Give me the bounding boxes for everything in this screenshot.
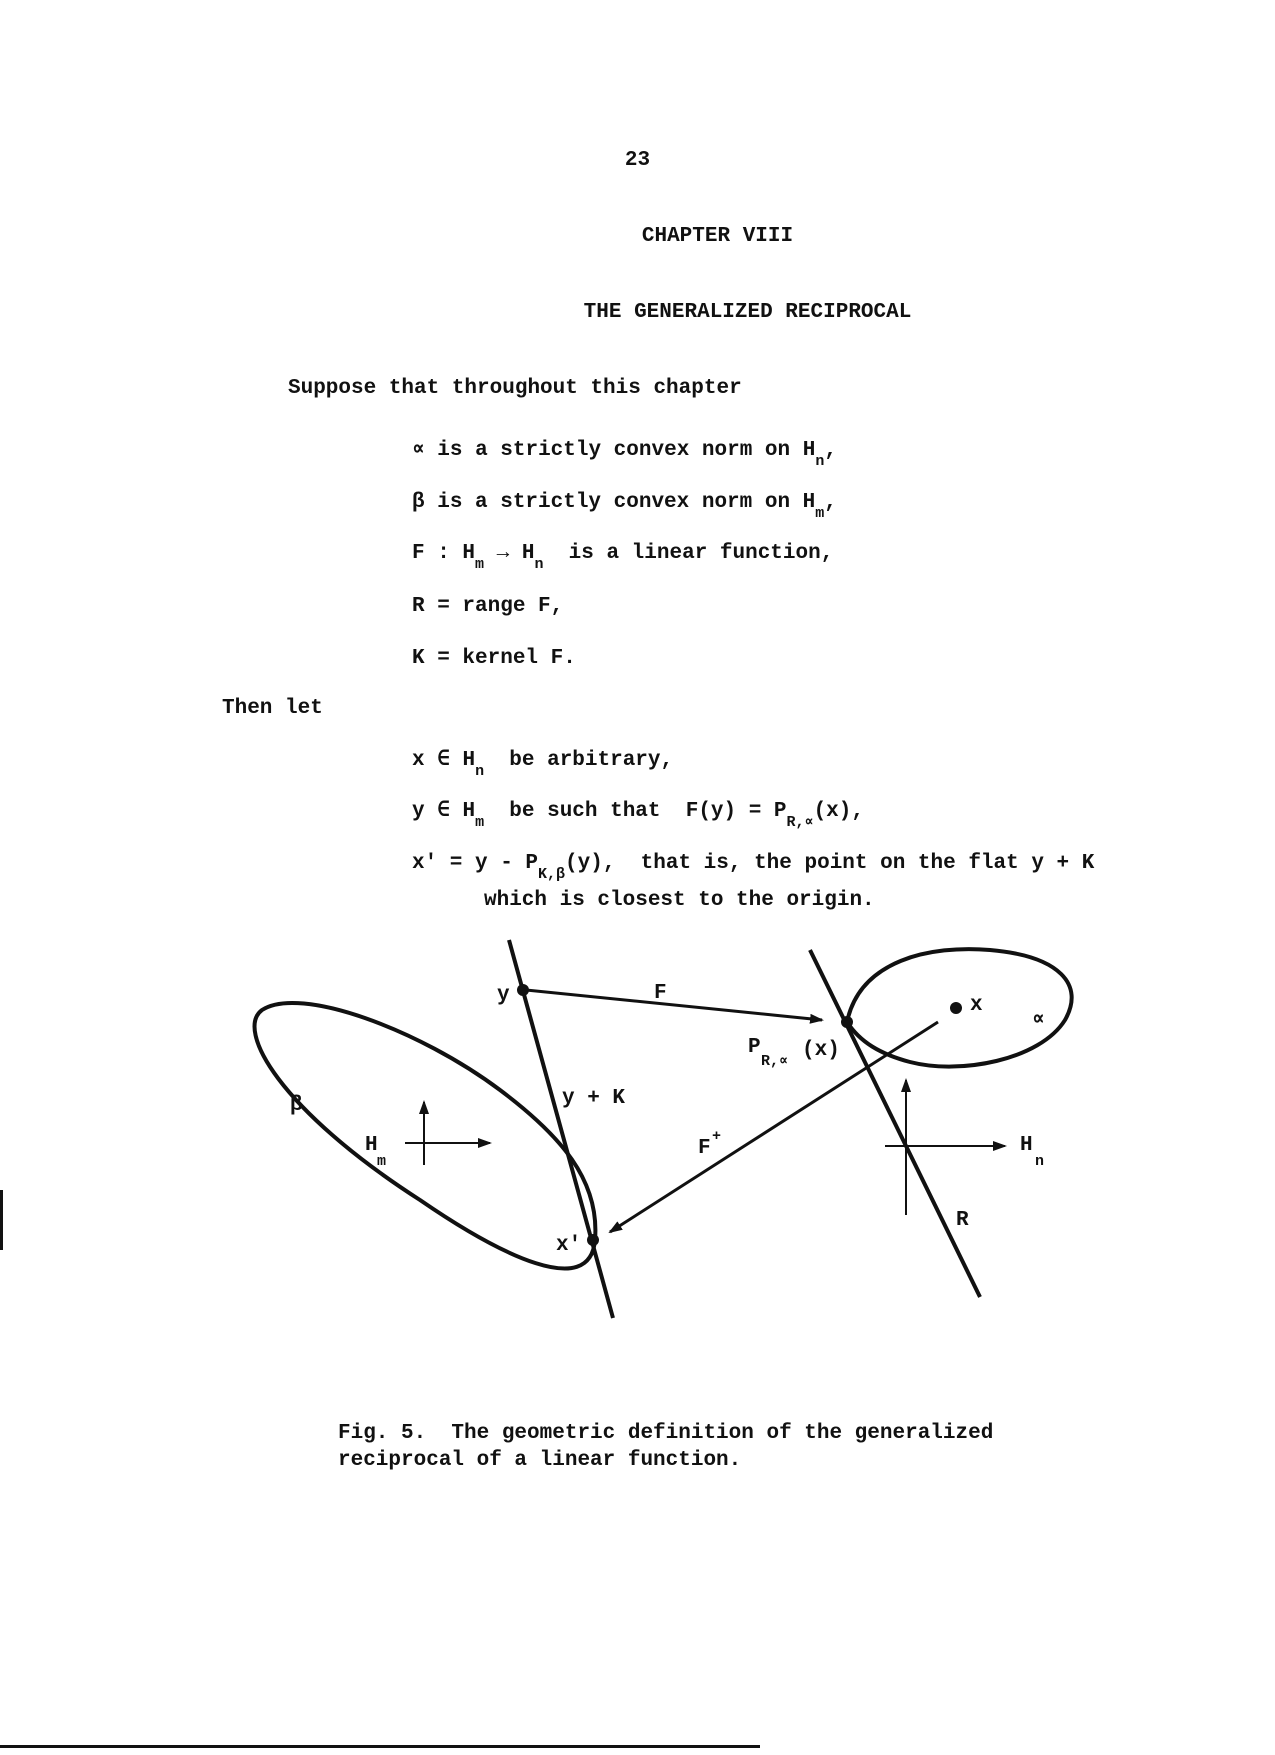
def-y-sub2: R,∝ [786, 814, 814, 831]
beta-symbol: β [412, 491, 425, 514]
label-f-plus-sup: + [712, 1128, 722, 1145]
chapter-heading: CHAPTER VIII [641, 225, 794, 248]
def-xprime-cont: which is closest to the origin. [484, 889, 875, 912]
bottom-rule [0, 1745, 760, 1748]
label-f: F [654, 982, 667, 1005]
assumption-alpha-sub: n [815, 453, 825, 470]
label-r: R [956, 1209, 969, 1232]
label-hn-sub: n [1035, 1153, 1045, 1170]
label-beta: β [290, 1094, 303, 1117]
label-alpha: ∝ [1032, 1009, 1045, 1032]
def-x-b: be arbitrary, [484, 749, 674, 772]
point-p [841, 1016, 853, 1028]
point-y [517, 984, 529, 996]
label-xprime: x' [556, 1234, 582, 1257]
assumption-kernel: K = kernel F. [412, 647, 576, 670]
label-p-arg: (x) [802, 1039, 840, 1062]
label-f-plus: F [698, 1137, 711, 1160]
point-x [950, 1002, 962, 1014]
label-x: x [970, 994, 983, 1017]
def-y-b: be such that F(y) = P [484, 800, 787, 823]
func-a: F : H [412, 542, 476, 565]
def-x-sub: n [475, 763, 485, 780]
intro-text: Suppose that throughout this chapter [288, 377, 742, 400]
figure-caption-line2: reciprocal of a linear function. [338, 1449, 742, 1472]
label-p: P [748, 1036, 761, 1059]
label-hm: H [365, 1134, 378, 1157]
chapter-title: THE GENERALIZED RECIPROCAL [583, 301, 912, 324]
f-arrow [526, 990, 822, 1020]
assumption-beta-text: is a strictly convex norm on H [424, 491, 816, 514]
alpha-symbol: ∝ [412, 439, 425, 462]
func-b: → H [484, 542, 535, 565]
def-y-c: (x), [813, 800, 864, 823]
label-hn: H [1020, 1134, 1033, 1157]
assumption-alpha-text: is a strictly convex norm on H [424, 439, 816, 462]
label-hm-sub: m [377, 1153, 387, 1170]
assumption-beta-sub: m [815, 505, 825, 522]
margin-mark [0, 1190, 3, 1250]
func-c: is a linear function, [543, 542, 834, 565]
page-number: 23 [624, 149, 651, 172]
def-xp-a: x' = y - P [412, 852, 539, 875]
then-let: Then let [222, 697, 323, 720]
assumption-alpha-end: , [824, 439, 837, 462]
def-x-a: x ∈ H [412, 749, 476, 772]
range-line-r [810, 950, 980, 1297]
assumption-beta-end: , [824, 491, 837, 514]
func-sub2: n [534, 556, 544, 573]
func-sub1: m [475, 556, 485, 573]
label-y-plus-k: y + K [562, 1087, 626, 1110]
def-y-sub: m [475, 814, 485, 831]
assumption-range: R = range F, [412, 595, 564, 618]
def-xp-sub: K,β [538, 866, 566, 883]
point-xprime [587, 1234, 599, 1246]
figure-caption-line1: Fig. 5. The geometric definition of the generalized [338, 1422, 994, 1445]
def-y-a: y ∈ H [412, 800, 476, 823]
label-y: y [497, 984, 510, 1007]
def-xp-b: (y), that is, the point on the flat y + K [565, 852, 1095, 875]
label-p-sub: R,∝ [761, 1053, 789, 1070]
